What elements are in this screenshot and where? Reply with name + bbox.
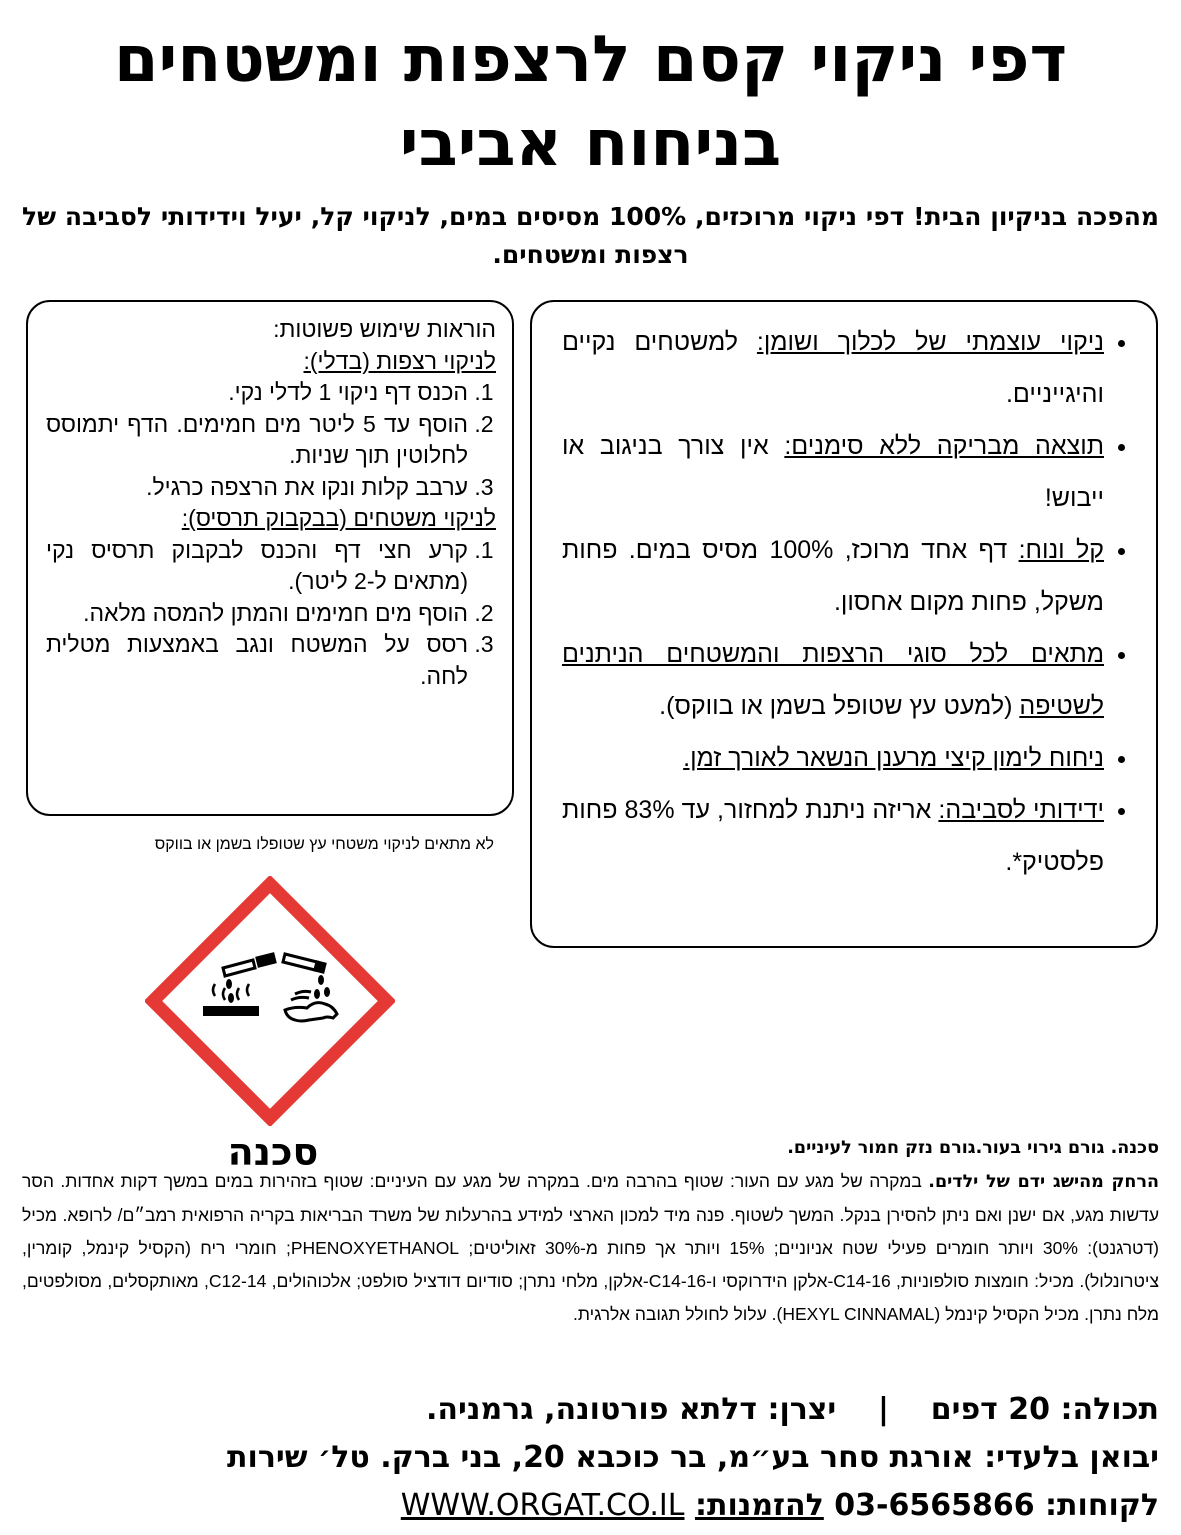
floor-step: 2. הוסף עד 5 ליטר מים חמימים. הדף יתמוסס לחלוטין תוך שניות. bbox=[46, 409, 468, 472]
corrosion-pictogram-icon bbox=[145, 876, 395, 1126]
benefit-text: דף אחד מרוכז, 100% מסיס במים. פחות משקל, פחות מקום אחסון. bbox=[562, 536, 1104, 616]
floor-step: 3. ערבב קלות ונקו את הרצפה כרגיל. bbox=[46, 472, 468, 504]
website-link[interactable]: WWW.ORGAT.CO.IL bbox=[400, 1488, 685, 1523]
hazard-statement: סכנה. גורם גירוי בעור.גורם נזק חמור לעיניים. bbox=[787, 1138, 1159, 1158]
benefit-label: ידידותי לסביבה: bbox=[938, 796, 1104, 824]
benefit-text: אין צורך בניגוב או ייבוש! bbox=[562, 432, 1104, 512]
benefit-text: למשטחים נקיים והיגייניים. bbox=[562, 328, 1104, 408]
floor-heading: לניקוי רצפות (בדלי): bbox=[303, 347, 496, 374]
floor-steps bbox=[46, 377, 496, 503]
order-label: להזמנות: bbox=[694, 1488, 824, 1523]
pictogram-border bbox=[153, 884, 387, 1118]
instructions-heading: הוראות שימוש פשוטות: bbox=[273, 316, 496, 342]
benefits-list bbox=[562, 316, 1134, 888]
benefit-item bbox=[562, 316, 1104, 420]
benefits-box bbox=[530, 300, 1158, 948]
benefit-label: ניחוח לימון קיצי מרענן הנשאר לאורך זמן. bbox=[683, 744, 1104, 772]
benefit-item bbox=[562, 524, 1104, 628]
subtitle: מהפכה בניקיון הבית! דפי ניקוי מרוכזים, 100% מסיסים במים, לניקוי קל, יעיל וידידותי לסביבה של רצפות ומשטחים. bbox=[22, 202, 1159, 269]
surface-step: 2. הוסף מים חמימים והמתן להמסה מלאה. bbox=[46, 598, 468, 630]
benefit-label: ניקוי עוצמתי של לכלוך ושומן: bbox=[756, 328, 1104, 356]
footer-importer: יבואן בלעדי: אורגת סחר בע״מ, בר כוכבא 20, בני ברק. טל׳ שירות bbox=[227, 1440, 1159, 1475]
benefit-text: (למעט עץ שטופל בשמן או בווקס). bbox=[659, 692, 1020, 720]
precautions-text bbox=[22, 1165, 1159, 1331]
danger-label: סכנה bbox=[227, 1130, 319, 1174]
benefit-label: קל ונוח: bbox=[1018, 536, 1104, 564]
benefit-item bbox=[562, 420, 1104, 524]
footer-contact bbox=[22, 1482, 1159, 1530]
benefit-label: תוצאה מבריקה ללא סימנים: bbox=[784, 432, 1104, 460]
surface-step: 1. קרע חצי דף והכנס לבקבוק תרסיס נקי (מתאים ל-2 ליטר). bbox=[46, 535, 468, 598]
customer-phone: לקוחות: 03-6565866 bbox=[823, 1488, 1159, 1523]
wood-note: לא מתאים לניקוי משטחי עץ שטופלו בשמן או בווקס bbox=[154, 836, 494, 853]
floor-step: 1. הכנס דף ניקוי 1 לדלי נקי. bbox=[46, 377, 468, 409]
title-line-2: בניחוח אביבי bbox=[399, 107, 782, 181]
surface-heading: לניקוי משטחים (בבקבוק תרסיס): bbox=[181, 505, 496, 531]
benefit-item bbox=[562, 628, 1104, 732]
keep-away-statement: הרחק מהישג ידם של ילדים. bbox=[928, 1172, 1160, 1192]
footer-contents: תכולה: 20 דפים | יצרן: דלתא פורטונה, גרמניה. bbox=[426, 1392, 1159, 1427]
surface-steps bbox=[46, 535, 496, 693]
corroded-surface-icon bbox=[203, 1006, 259, 1016]
benefit-item bbox=[562, 784, 1104, 888]
precautions-body: במקרה של מגע עם העור: שטוף בהרבה מים. במקרה של מגע עם העיניים: שטוף בזהירות במים במשך דקות אחדות. הסר עדשות מגע, אם ישנן ואם ניתן להסירן בנקל. המשך לשטוף. פנה מיד למכון הארצי למידע בהרעלות של משרד הבריאות בקריה הרפואית רמב״ם/ לרופא. מכיל (דטרגנט): 30% ויותר חומרים פעילי שטח אניוניים; 15% ויותר אך פחות מ-30% זאוליטים; PHENOXYETHANOL; חומרי ריח (הקסיל קינמל, קומרין, ציטרונלול). מכיל: חומצות סולפוניות, C14-16-אלקן הידרוקסי ו-C14-16-אלקן, מלחי נתרן; סודיום דודציל סולפט; אלכוהולים, C12-14, מאותקסלים, מסולפטים, מלח נתרן. מכיל הקסיל קינמל (HEXYL CINNAMAL). עלול לחולל תגובה אלרגית. bbox=[22, 1171, 1159, 1324]
benefit-item bbox=[562, 732, 1104, 784]
surface-step: 3. רסס על המשטח ונגב באמצעות מטלית לחה. bbox=[46, 629, 468, 692]
footer bbox=[22, 1386, 1159, 1530]
benefit-text: אריזה ניתנת למחזור, עד 83% פחות פלסטיק*. bbox=[562, 796, 1104, 876]
title-line-1: דפי ניקוי קסם לרצפות ומשטחים bbox=[113, 23, 1068, 97]
page-title bbox=[0, 18, 1181, 186]
benefit-label: מתאים לכל סוגי הרצפות והמשטחים הניתנים לשטיפה bbox=[562, 640, 1104, 720]
safety-warnings bbox=[22, 1132, 1159, 1331]
instructions-box bbox=[26, 300, 514, 816]
